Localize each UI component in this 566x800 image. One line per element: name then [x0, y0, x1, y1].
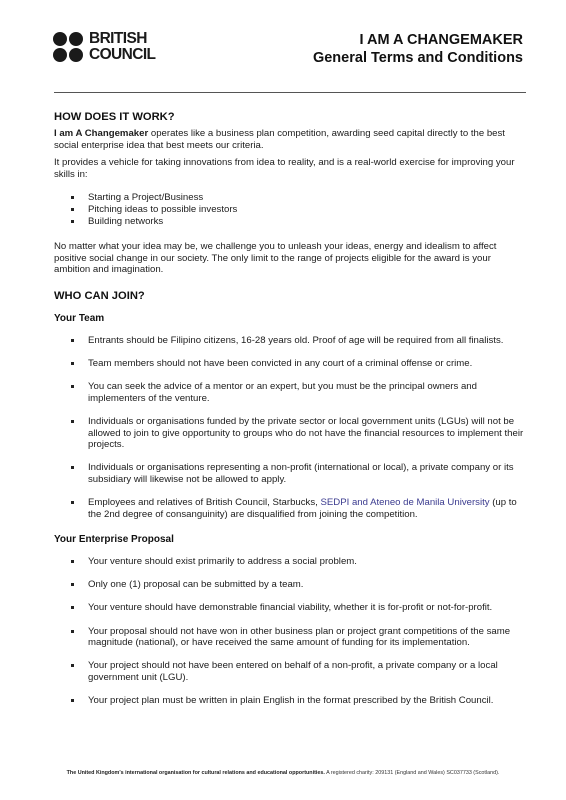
- list-item: Your proposal should not have won in other business plan or project grant competitions of the same magnitude (national), or have received the same amount of funding for its implementation.: [71, 626, 526, 649]
- list-item: Only one (1) proposal can be submitted by a team.: [71, 579, 526, 591]
- list-item: Your venture should have demonstrable financial viability, whether it is for-profit or not-for-profit.: [71, 602, 526, 614]
- footer-bold: The United Kingdom's international organisation for cultural relations and educational opportunities.: [66, 770, 325, 776]
- proposal-heading: Your Enterprise Proposal: [54, 534, 174, 546]
- list-item: Your project should not have been entered on behalf of a non-profit, a private company or a local government unit (LGU).: [71, 660, 526, 683]
- list-item: Your venture should exist primarily to address a social problem.: [71, 556, 526, 568]
- logo-line-2: COUNCIL: [89, 46, 156, 63]
- how-para-3: No matter what your idea may be, we challenge you to unleash your ideas, energy and idealism to affect positive social change in our society. The only limit to the range of projects eligible for the award is your ambition and imagination.: [54, 241, 497, 276]
- list-item: Team members should not have been convicted in any court of a criminal offense or crime.: [71, 358, 526, 370]
- logo-line-1: BRITISH: [89, 30, 147, 47]
- how-intro: [54, 128, 526, 151]
- team-heading: Your Team: [54, 312, 105, 324]
- document-title: [313, 31, 523, 67]
- partners-link[interactable]: SEDPI and Ateneo de Manila University: [320, 497, 490, 509]
- how-heading: HOW DOES IT WORK?: [54, 111, 175, 123]
- list-item: Starting a Project/Business: [71, 192, 526, 204]
- list-item: Individuals or organisations funded by the private sector or local government units (LGUs) will not be allowed to join to give opportunity to groups who do not have the financial resources to implement their projects.: [71, 416, 526, 451]
- page-footer: [0, 770, 566, 777]
- logo-dots-icon: [53, 32, 85, 64]
- british-council-logo: [53, 31, 163, 65]
- proposal-list: [54, 556, 526, 707]
- employees-text-post: (up to the 2nd degree of consanguinity) are disqualified from joining the competition.: [88, 497, 517, 520]
- skills-list: [54, 192, 526, 227]
- list-item: Entrants should be Filipino citizens, 16-28 years old. Proof of age will be required from all finalists.: [71, 335, 526, 347]
- list-item: Pitching ideas to possible investors: [71, 204, 526, 216]
- list-item: Your project plan must be written in plain English in the format prescribed by the British Council.: [71, 695, 526, 707]
- document-body: [54, 111, 526, 718]
- who-heading: WHO CAN JOIN?: [54, 289, 145, 302]
- list-item: Individuals or organisations representing a non-profit (international or local), a private company or its subsidiary will likewise not be allowed to apply.: [71, 462, 526, 485]
- list-item: You can seek the advice of a mentor or an expert, but you must be the principal owners and implementers of the venture.: [71, 381, 526, 404]
- how-intro-bold: I am A Changemaker: [54, 128, 149, 139]
- list-item-employees: [71, 497, 526, 520]
- list-item: Building networks: [71, 216, 526, 228]
- title-line-1: I AM A CHANGEMAKER: [359, 32, 523, 48]
- header-divider: [54, 92, 526, 93]
- employees-text-pre: Employees and relatives of British Council, Starbucks,: [88, 497, 321, 509]
- team-list: [54, 335, 526, 521]
- title-line-2: General Terms and Conditions: [312, 50, 523, 66]
- footer-text: A registered charity: 209131 (England and Wales) SC037733 (Scotland).: [324, 770, 500, 776]
- how-para-2: It provides a vehicle for taking innovations from idea to reality, and is a real-world exercise for improving your skills in:: [54, 157, 515, 180]
- how-intro-text: operates like a business plan competition, awarding seed capital directly to the best social enterprise idea that best meets our criteria.: [54, 128, 505, 151]
